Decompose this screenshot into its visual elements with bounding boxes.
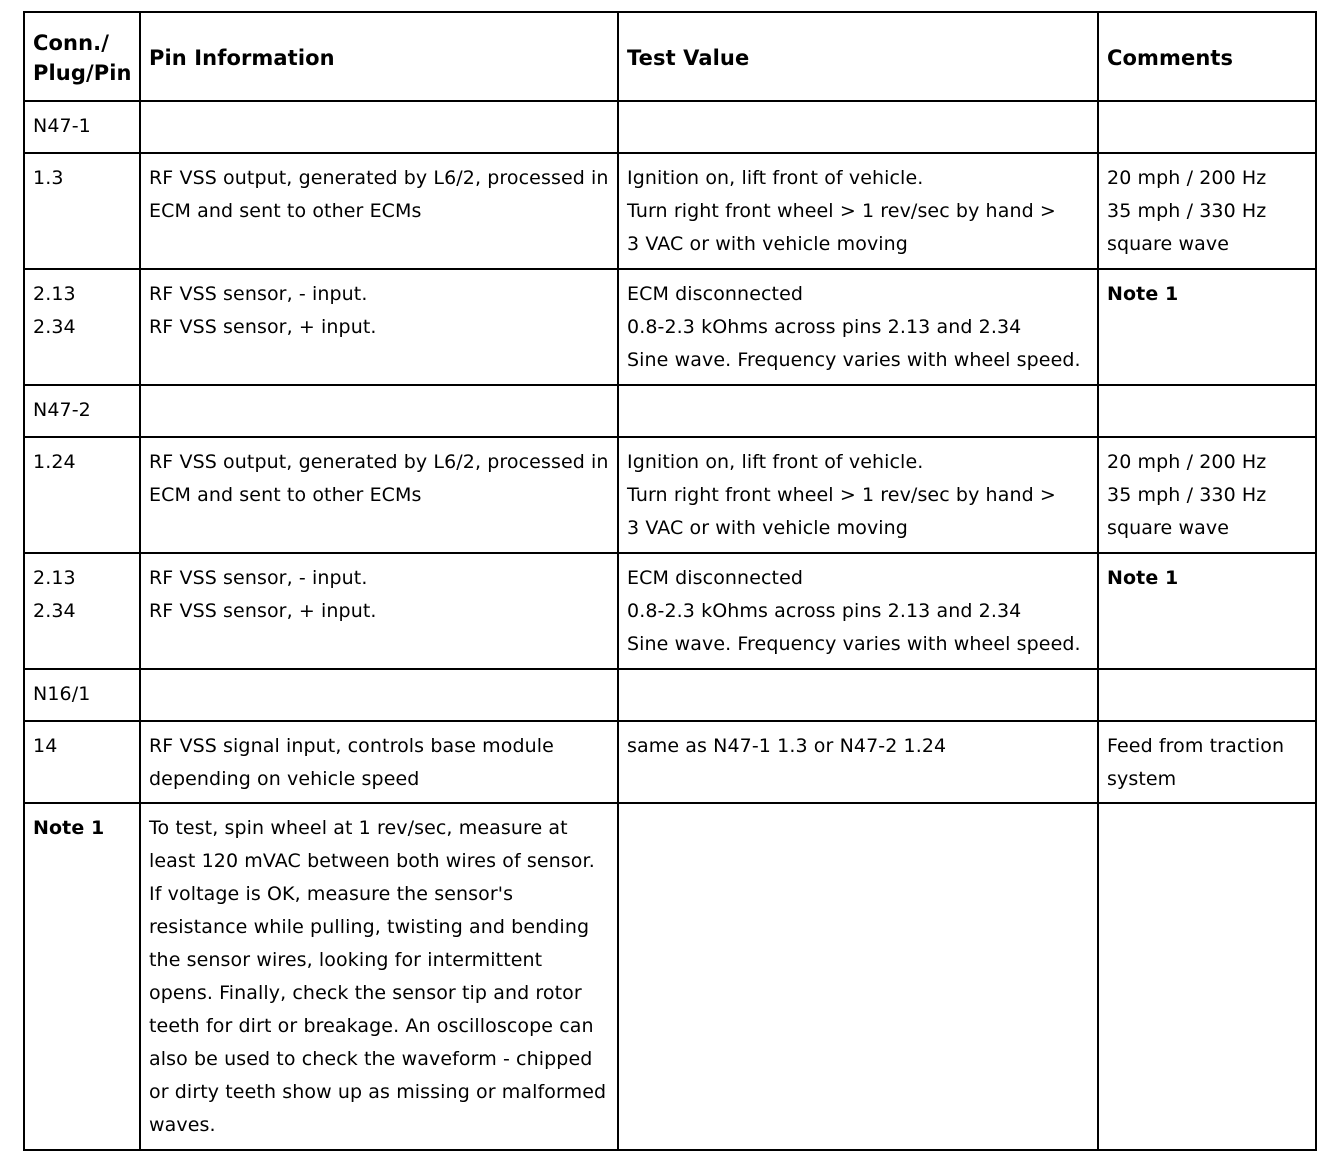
section-row-n47-1 [24,101,1316,153]
header-conn-plug-pin: Conn./ Plug/Pin [24,12,140,101]
test-value-cell: ECM disconnected 0.8-2.3 kOhms across pins 2.13 and 2.34 Sine wave. Frequency varies with wheel speed. [618,269,1098,385]
test-value-cell: ECM disconnected 0.8-2.3 kOhms across pins 2.13 and 2.34 Sine wave. Frequency varies with wheel speed. [618,553,1098,669]
table-row [24,153,1316,269]
pin-cell: 1.24 [24,437,140,553]
section-label: N16/1 [24,669,140,721]
pin-info-cell: RF VSS output, generated by L6/2, processed in ECM and sent to other ECMs [140,437,618,553]
table-row [24,269,1316,385]
header-row [24,12,1316,101]
note-row [24,803,1316,1150]
test-value-cell: same as N47-1 1.3 or N47-2 1.24 [618,721,1098,803]
comments-cell: Note 1 [1098,553,1316,669]
pin-info-cell: RF VSS output, generated by L6/2, processed in ECM and sent to other ECMs [140,153,618,269]
comments-cell: Feed from traction system [1098,721,1316,803]
test-value-cell: Ignition on, lift front of vehicle. Turn right front wheel > 1 rev/sec by hand > 3 VAC or with vehicle moving [618,437,1098,553]
section-row-n47-2 [24,385,1316,437]
header-comments: Comments [1098,12,1316,101]
test-value-cell: Ignition on, lift front of vehicle. Turn right front wheel > 1 rev/sec by hand > 3 VAC or with vehicle moving [618,153,1098,269]
note-label: Note 1 [24,803,140,1150]
pin-info-cell: RF VSS sensor, - input. RF VSS sensor, + input. [140,553,618,669]
section-label: N47-1 [24,101,140,153]
comments-cell: 20 mph / 200 Hz 35 mph / 330 Hz square wave [1098,437,1316,553]
comments-cell: 20 mph / 200 Hz 35 mph / 330 Hz square wave [1098,153,1316,269]
pin-info-cell: RF VSS sensor, - input. RF VSS sensor, + input. [140,269,618,385]
table-row [24,721,1316,803]
section-label: N47-2 [24,385,140,437]
pin-test-table [23,11,1317,1151]
header-pin-information: Pin Information [140,12,618,101]
note-text: To test, spin wheel at 1 rev/sec, measure at least 120 mVAC between both wires of sensor. If voltage is OK, measure the sensor's resistance while pulling, twisting and bending the sensor wires, looking for intermittent opens. Finally, check the sensor tip and rotor teeth for dirt or breakage. An oscilloscope can also be used to check the waveform - chipped or dirty teeth show up as missing or malformed waves. [140,803,618,1150]
pin-info-cell: RF VSS signal input, controls base module depending on vehicle speed [140,721,618,803]
header-test-value: Test Value [618,12,1098,101]
section-row-n16-1 [24,669,1316,721]
pin-cell: 14 [24,721,140,803]
table-row [24,553,1316,669]
table-row [24,437,1316,553]
pin-cell: 2.13 2.34 [24,269,140,385]
pin-cell: 1.3 [24,153,140,269]
comments-cell: Note 1 [1098,269,1316,385]
pin-cell: 2.13 2.34 [24,553,140,669]
